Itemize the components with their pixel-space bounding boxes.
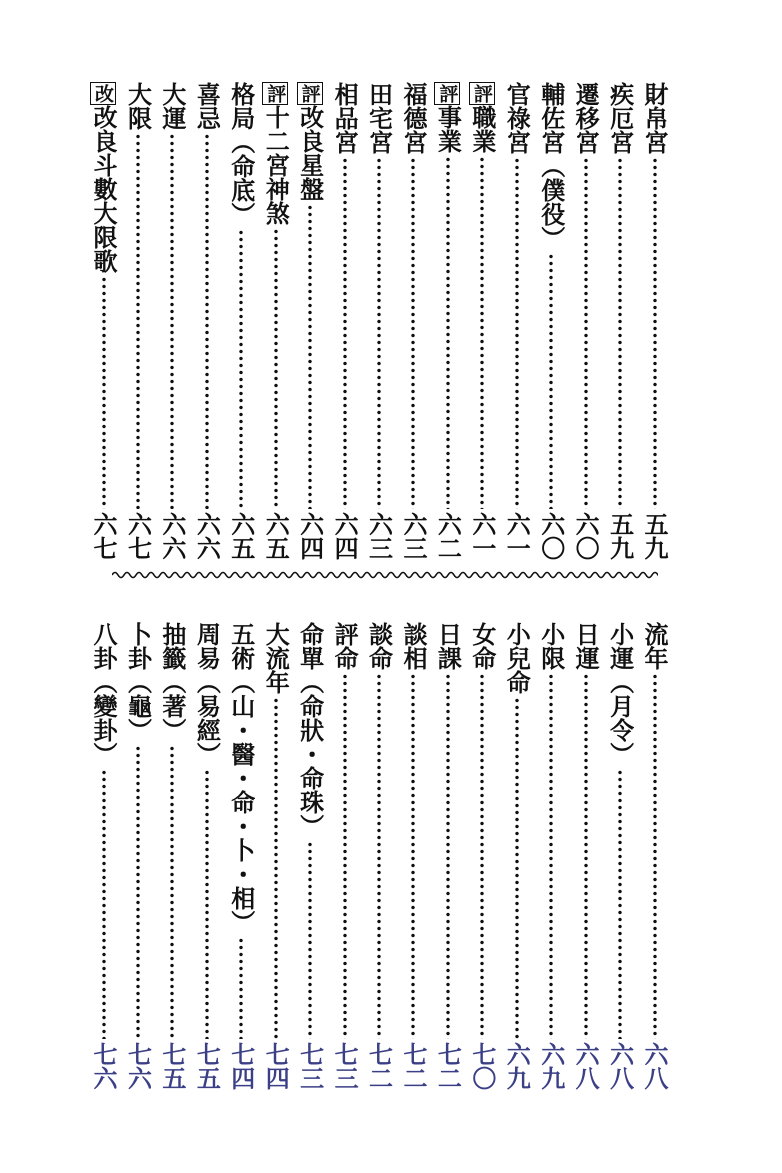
toc-entry-title [122, 82, 153, 130]
toc-entry [226, 622, 257, 1090]
toc-entry-title [398, 622, 429, 670]
toc-entry-title [157, 82, 188, 130]
boxed-mark: 評 [436, 84, 459, 103]
toc-entry-text: 日課 [433, 622, 463, 670]
dot-leader [618, 769, 622, 1039]
toc-page-number: 六五 [261, 512, 291, 560]
dot-leader [549, 253, 553, 509]
toc-bottom-section [88, 622, 670, 1090]
toc-entry-text: 評命 [330, 622, 360, 670]
toc-entry-text: 大運 [157, 82, 187, 130]
dot-leader [308, 204, 312, 509]
toc-entry [467, 82, 498, 560]
toc-entry [122, 82, 153, 560]
dot-leader [102, 276, 106, 509]
toc-entry-text: 十二宮神煞 [261, 105, 291, 225]
toc-page-number: 六九 [502, 1042, 532, 1090]
toc-page-number: 七五 [157, 1042, 187, 1090]
toc-entry-title [295, 82, 326, 201]
dot-leader [343, 157, 347, 509]
toc-entry-title [467, 622, 498, 670]
toc-entry-text: 談相 [398, 622, 428, 670]
dot-leader [377, 157, 381, 509]
toc-entry [122, 622, 153, 1090]
toc-entry-title [364, 82, 395, 154]
toc-entry [260, 622, 291, 1090]
toc-page-number: 七二 [398, 1042, 428, 1090]
toc-entry-text: 日運 [571, 622, 601, 670]
toc-entry [570, 82, 601, 560]
dot-leader [102, 769, 106, 1039]
toc-page-number: 六六 [157, 512, 187, 560]
dot-leader [308, 841, 312, 1039]
toc-entry [605, 82, 636, 560]
toc-entry [536, 82, 567, 560]
toc-page-number: 六五 [226, 512, 256, 560]
dot-leader [170, 745, 174, 1039]
dot-leader [170, 133, 174, 509]
toc-entry-text: 大流年 [261, 622, 291, 694]
toc-entry-title [501, 622, 532, 694]
boxed-mark: 評 [470, 84, 493, 103]
toc-entry [432, 82, 463, 560]
toc-page-number: 六七 [123, 512, 153, 560]
toc-entry-title [605, 622, 636, 766]
toc-entry-title [432, 82, 463, 153]
toc-entry-title [570, 82, 601, 154]
toc-entry [398, 622, 429, 1090]
toc-entry-title [501, 82, 532, 154]
toc-page-number: 六八 [571, 1042, 601, 1090]
toc-entry [157, 82, 188, 560]
dot-leader [239, 229, 243, 509]
toc-entry [88, 82, 119, 560]
toc-entry-title [191, 82, 222, 130]
toc-entry-text: 事業 [433, 105, 463, 153]
wavy-divider-line [112, 573, 658, 578]
toc-entry-title [157, 622, 188, 742]
toc-page-number: 六三 [398, 512, 428, 560]
toc-page-number: 七二 [364, 1042, 394, 1090]
toc-page-number: 七五 [192, 1042, 222, 1090]
toc-page-number: 六二 [433, 512, 463, 560]
toc-page-number: 七三 [295, 1042, 325, 1090]
toc-entry-title [639, 82, 670, 154]
toc-page-number: 七二 [433, 1042, 463, 1090]
dot-leader [274, 697, 278, 1039]
toc-entry [639, 622, 670, 1090]
dot-leader [584, 673, 588, 1039]
toc-entry-text: 小運（月令） [605, 622, 635, 766]
toc-page-number: 五九 [605, 512, 635, 560]
dot-leader [274, 228, 278, 509]
wavy-divider [112, 568, 658, 582]
toc-entry-title [639, 622, 670, 670]
toc-entry [329, 82, 360, 560]
dot-leader [618, 157, 622, 509]
toc-entry-text: 大限 [123, 82, 153, 130]
toc-entry-text: 喜忌 [192, 82, 222, 130]
toc-entry-title [295, 622, 326, 838]
toc-page-number: 七四 [226, 1042, 256, 1090]
toc-entry [295, 82, 326, 560]
toc-entry-title [605, 82, 636, 154]
dot-leader [446, 673, 450, 1039]
toc-entry-title [226, 82, 257, 226]
toc-entry [501, 622, 532, 1090]
toc-entry-text: 遷移宮 [571, 82, 601, 154]
boxed-mark: 評 [298, 84, 321, 103]
toc-entry-title [398, 82, 429, 154]
toc-page-number: 七四 [261, 1042, 291, 1090]
toc-entry-title [226, 622, 257, 934]
dot-leader [446, 156, 450, 509]
toc-entry-text: 改良斗數大限歌 [89, 105, 118, 273]
toc-page-number: 五九 [640, 512, 669, 560]
toc-page-number: 六一 [467, 512, 497, 560]
toc-page-number: 七六 [123, 1042, 153, 1090]
dot-leader [343, 673, 347, 1039]
toc-entry [398, 82, 429, 560]
toc-entry [260, 82, 291, 560]
toc-top-section [88, 82, 670, 560]
dot-leader [549, 673, 553, 1039]
toc-entry [432, 622, 463, 1090]
toc-entry-title [329, 82, 360, 154]
toc-entry-title [364, 622, 395, 670]
toc-entry [329, 622, 360, 1090]
toc-entry-text: 職業 [467, 105, 497, 153]
toc-entry-text: 卜卦（龜） [123, 622, 153, 742]
dot-leader [653, 157, 657, 509]
toc-page-number: 六八 [605, 1042, 635, 1090]
dot-leader [205, 769, 209, 1039]
dot-leader [411, 157, 415, 509]
toc-page-number: 六八 [640, 1042, 669, 1090]
toc-entry [295, 622, 326, 1090]
toc-entry [639, 82, 670, 560]
dot-leader [515, 697, 519, 1039]
dot-leader [205, 133, 209, 509]
toc-entry-text: 五術（山・醫・命・卜・相） [226, 622, 256, 934]
toc-entry-title [329, 622, 360, 670]
toc-page-number: 六六 [192, 512, 222, 560]
toc-entry [191, 622, 222, 1090]
toc-entry-text: 周易（易經） [192, 622, 222, 766]
dot-leader [377, 673, 381, 1039]
toc-entry-title [570, 622, 601, 670]
dot-leader [653, 673, 657, 1039]
toc-entry-title [432, 622, 463, 670]
toc-entry-text: 改良星盤 [295, 105, 325, 201]
toc-entry [226, 82, 257, 560]
toc-entry-text: 抽籤（著） [157, 622, 187, 742]
dot-leader [411, 673, 415, 1039]
toc-page-number: 六〇 [571, 512, 601, 560]
toc-entry-title [122, 622, 153, 742]
dot-leader [584, 157, 588, 509]
toc-entry-text: 疾厄宮 [605, 82, 635, 154]
toc-page-number: 六九 [536, 1042, 566, 1090]
toc-page-number: 六一 [502, 512, 532, 560]
toc-entry-text: 輔佐宮（僕役） [536, 82, 566, 250]
toc-page-number: 六三 [364, 512, 394, 560]
dot-leader [239, 937, 243, 1039]
toc-entry [88, 622, 119, 1090]
toc-entry-text: 女命 [467, 622, 497, 670]
dot-leader [480, 156, 484, 509]
boxed-mark: 評 [264, 84, 287, 103]
toc-entry-text: 八卦（變卦） [89, 622, 118, 766]
toc-entry-title [88, 622, 119, 766]
toc-entry-text: 小限 [536, 622, 566, 670]
toc-entry [467, 622, 498, 1090]
toc-entry-title [536, 82, 567, 250]
dot-leader [136, 745, 140, 1039]
toc-entry-text: 田宅宮 [364, 82, 394, 154]
toc-page-number: 六七 [89, 512, 118, 560]
toc-entry-text: 福德宮 [398, 82, 428, 154]
toc-page-number: 七三 [330, 1042, 360, 1090]
toc-entry-title [536, 622, 567, 670]
toc-entry [364, 622, 395, 1090]
toc-entry-text: 官祿宮 [502, 82, 532, 154]
toc-entry-title [467, 82, 498, 153]
toc-entry-text: 談命 [364, 622, 394, 670]
toc-page-number: 六〇 [536, 512, 566, 560]
toc-entry [605, 622, 636, 1090]
toc-entry-title [260, 622, 291, 694]
toc-entry-title [88, 82, 119, 273]
toc-entry-title [260, 82, 291, 225]
toc-page-number: 七六 [89, 1042, 118, 1090]
toc-entry [570, 622, 601, 1090]
dot-leader [515, 157, 519, 509]
toc-entry [536, 622, 567, 1090]
toc-entry [157, 622, 188, 1090]
toc-entry-text: 命單（命狀・命珠） [295, 622, 325, 838]
dot-leader [480, 673, 484, 1039]
boxed-mark: 改 [92, 84, 114, 103]
toc-page-number: 七〇 [467, 1042, 497, 1090]
toc-entry [501, 82, 532, 560]
toc-entry [191, 82, 222, 560]
toc-page-number: 六四 [330, 512, 360, 560]
toc-entry-title [191, 622, 222, 766]
toc-entry-text: 財帛宮 [640, 82, 669, 154]
toc-entry [364, 82, 395, 560]
toc-entry-text: 流年 [640, 622, 669, 670]
toc-entry-text: 相品宮 [330, 82, 360, 154]
dot-leader [136, 133, 140, 509]
toc-page-number: 六四 [295, 512, 325, 560]
toc-entry-text: 小兒命 [502, 622, 532, 694]
toc-entry-text: 格局（命底） [226, 82, 256, 226]
